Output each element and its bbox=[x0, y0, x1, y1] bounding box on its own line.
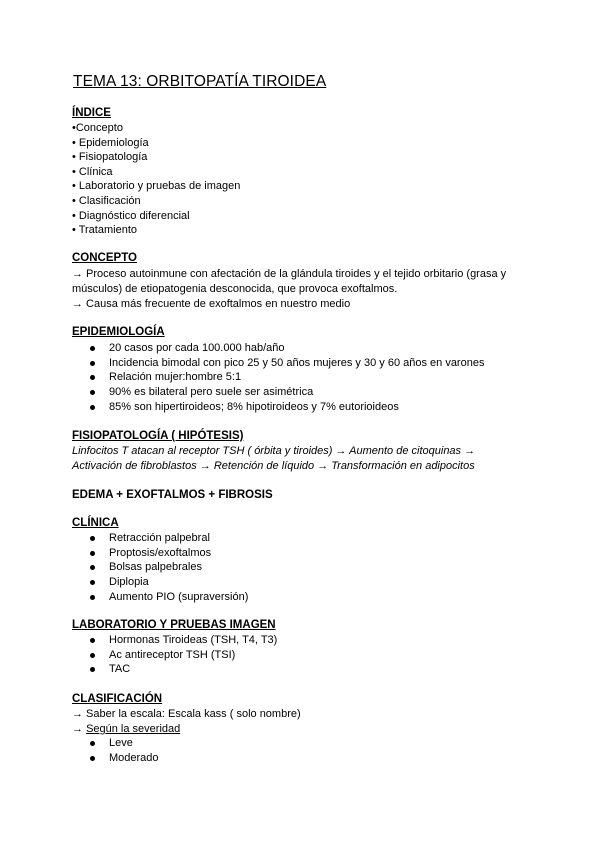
indice-item: • Diagnóstico diferencial bbox=[72, 210, 190, 222]
indice-item: • Laboratorio y pruebas de imagen bbox=[72, 180, 241, 192]
list-item: Bolsas palpebrales bbox=[90, 560, 248, 575]
list-item: Relación mujer:hombre 5:1 bbox=[90, 370, 484, 385]
page-title: TEMA 13: ORBITOPATÍA TIROIDEA bbox=[73, 73, 327, 90]
concepto-line: → Causa más frecuente de exoftalmos en nuestro medio bbox=[72, 298, 351, 310]
fisiopatologia-heading: FISIOPATOLOGÍA ( HIPÓTESIS) bbox=[72, 430, 244, 442]
indice-item: • Clínica bbox=[72, 166, 113, 178]
indice-heading: ÍNDICE bbox=[72, 107, 111, 119]
list-item: Aumento PIO (supraversión) bbox=[90, 590, 248, 605]
clasificacion-list bbox=[90, 736, 159, 765]
list-item: Ac antireceptor TSH (TSI) bbox=[90, 648, 277, 663]
clasificacion-subheading bbox=[72, 722, 180, 737]
indice-item: • Fisiopatología bbox=[72, 151, 148, 163]
clinica-list bbox=[90, 531, 248, 605]
laboratorio-list bbox=[90, 633, 277, 677]
list-item: 85% son hipertiroideos; 8% hipotiroideos y 7% eutorioideos bbox=[90, 400, 484, 415]
list-item: 20 casos por cada 100.000 hab/año bbox=[90, 341, 484, 356]
indice-item: •Concepto bbox=[72, 122, 123, 134]
list-item: Hormonas Tiroideas (TSH, T4, T3) bbox=[90, 633, 277, 648]
list-item: Diplopia bbox=[90, 575, 248, 590]
list-item: Retracción palpebral bbox=[90, 531, 248, 546]
clinica-heading: CLÍNICA bbox=[72, 517, 119, 529]
concepto-line: → Proceso autoinmune con afectación de la glándula tiroides y el tejido orbitario (grasa y bbox=[72, 268, 507, 280]
indice-item: • Epidemiología bbox=[72, 137, 149, 149]
list-item: Proptosis/exoftalmos bbox=[90, 546, 248, 561]
indice-item: • Tratamiento bbox=[72, 224, 137, 236]
list-item: TAC bbox=[90, 662, 277, 677]
concepto-line: músculos) de etiopatogenia desconocida, que provoca exoftalmos. bbox=[72, 283, 398, 295]
list-item: Moderado bbox=[90, 751, 159, 766]
list-item: 90% es bilateral pero suele ser asimétrica bbox=[90, 385, 484, 400]
fisiopatologia-line: Linfocitos T atacan al receptor TSH ( órbita y tiroides) → Aumento de citoquinas → bbox=[72, 445, 476, 457]
severity-label: Según la severidad bbox=[86, 723, 181, 735]
indice-item: • Clasificación bbox=[72, 195, 141, 207]
fisiopatologia-line: Activación de fibroblastos → Retención de líquido → Transformación en adipocitos bbox=[72, 460, 475, 472]
epidemiologia-list bbox=[90, 341, 484, 415]
arrow: → bbox=[72, 723, 87, 735]
laboratorio-heading: LABORATORIO Y PRUEBAS IMAGEN bbox=[72, 619, 276, 631]
concepto-heading: CONCEPTO bbox=[72, 252, 137, 264]
clasificacion-line: → Saber la escala: Escala kass ( solo nombre) bbox=[72, 708, 301, 720]
list-item: Incidencia bimodal con pico 25 y 50 años mujeres y 30 y 60 años en varones bbox=[90, 356, 484, 371]
clasificacion-heading: CLASIFICACIÓN bbox=[72, 693, 163, 705]
fisiopatologia-summary: EDEMA + EXOFTALMOS + FIBROSIS bbox=[72, 489, 273, 501]
epidemiologia-heading: EPIDEMIOLOGÍA bbox=[72, 326, 165, 338]
list-item: Leve bbox=[90, 736, 159, 751]
